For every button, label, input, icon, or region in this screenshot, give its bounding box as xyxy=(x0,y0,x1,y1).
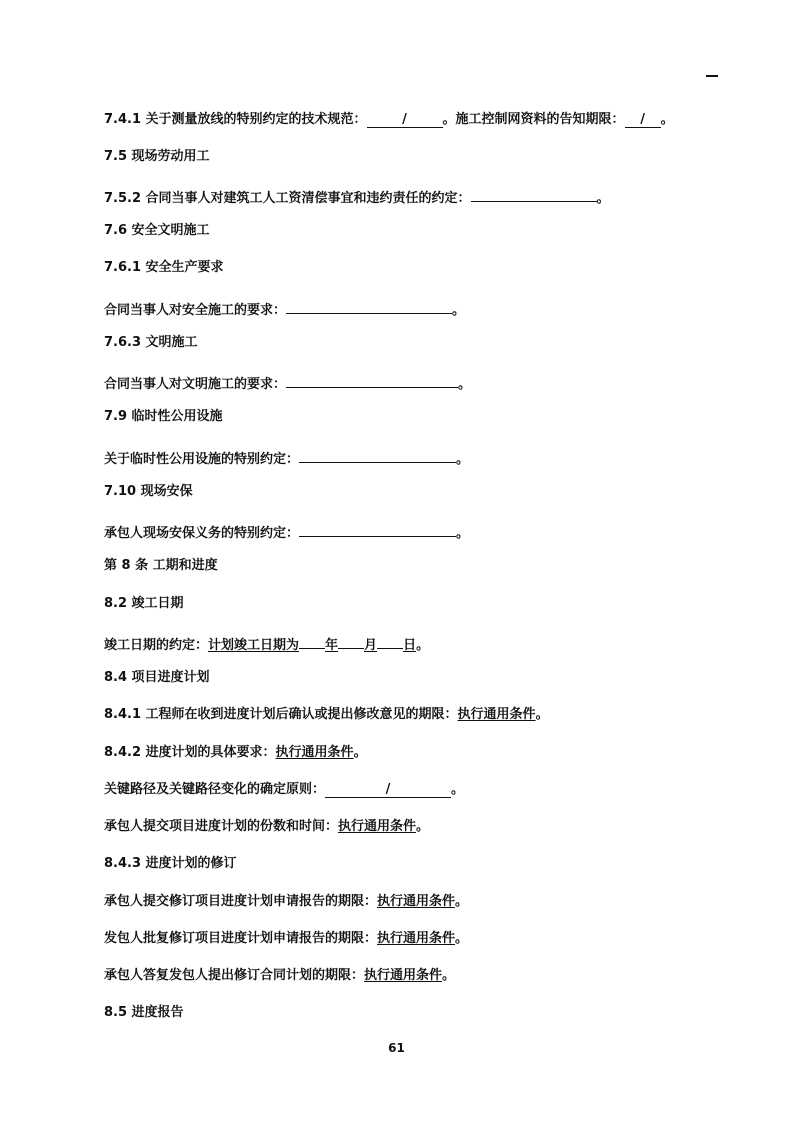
period: 。 xyxy=(458,377,472,392)
fill-blank[interactable] xyxy=(625,112,661,128)
day-blank[interactable] xyxy=(377,633,403,649)
fill-blank[interactable] xyxy=(299,447,456,463)
clause-7-4-1 xyxy=(104,112,674,128)
clause-text: 承包人提交修订项目进度计划申请报告的期限： xyxy=(104,894,378,909)
section-heading: 8.4 项目进度计划 xyxy=(104,670,210,685)
section-heading: 7.10 现场安保 xyxy=(104,484,193,499)
clause-8-4-1 xyxy=(104,707,549,723)
clause-text: 8.4.2 进度计划的具体要求： xyxy=(104,745,276,760)
clause-text: 承包人提交项目进度计划的份数和时间： xyxy=(104,819,339,834)
clause-text: 7.4.1 关于测量放线的特别约定的技术规范： xyxy=(104,112,367,127)
clause-text: 关于临时性公用设施的特别约定： xyxy=(104,452,300,467)
clause-text: 合同当事人对文明施工的要求： xyxy=(104,377,287,392)
clause-critical-path xyxy=(104,782,464,798)
period: 。 xyxy=(456,452,470,467)
clause-copies xyxy=(104,819,429,835)
clause-text: 8.4.1 工程师在收到进度计划后确认或提出修改意见的期限： xyxy=(104,707,458,722)
page-number: 61 xyxy=(388,1041,405,1055)
period: 。 xyxy=(416,638,430,653)
year-label: 年 xyxy=(325,638,339,653)
fill-blank[interactable] xyxy=(325,782,451,798)
clause-text: 。施工控制网资料的告知期限： xyxy=(442,112,625,127)
clause-text: 合同当事人对安全施工的要求： xyxy=(104,303,287,318)
section-heading: 7.6.3 文明施工 xyxy=(104,335,198,350)
clause-7-5-2 xyxy=(104,186,610,207)
clause-text: 承包人现场安保义务的特别约定： xyxy=(104,526,300,541)
underlined-value: 执行通用条件 xyxy=(364,968,443,983)
period: 。 xyxy=(442,968,456,983)
fill-blank[interactable] xyxy=(286,372,458,388)
clause-temp-facilities xyxy=(104,447,469,468)
period: 。 xyxy=(596,191,610,206)
period: 。 xyxy=(416,819,430,834)
clause-text: 承包人答复发包人提出修订合同计划的期限： xyxy=(104,968,365,983)
section-heading: 8.2 竣工日期 xyxy=(104,596,184,611)
period: 。 xyxy=(353,745,367,760)
section-heading: 8.4.3 进度计划的修订 xyxy=(104,856,237,871)
section-heading: 8.5 进度报告 xyxy=(104,1005,184,1020)
period: 。 xyxy=(452,303,466,318)
clause-8-4-2 xyxy=(104,745,367,761)
header-dash xyxy=(706,75,718,77)
clause-revision-submit xyxy=(104,894,468,910)
article-heading: 第 8 条 工期和进度 xyxy=(104,558,218,573)
clause-text: 竣工日期的约定： xyxy=(104,638,209,653)
section-heading: 7.5 现场劳动用工 xyxy=(104,149,210,164)
clause-completion-date xyxy=(104,633,429,654)
fill-blank[interactable] xyxy=(367,112,443,128)
clause-security xyxy=(104,521,469,542)
period: 。 xyxy=(535,707,549,722)
clause-text: 关键路径及关键路径变化的确定原则： xyxy=(104,782,326,797)
period: 。 xyxy=(456,526,470,541)
clause-text: 7.5.2 合同当事人对建筑工人工资清偿事宜和违约责任的约定： xyxy=(104,191,471,206)
blank-value: / xyxy=(640,112,645,127)
blank-value: / xyxy=(385,782,391,797)
clause-text: 发包人批复修订项目进度计划申请报告的期限： xyxy=(104,931,378,946)
clause-revision-reply xyxy=(104,968,455,984)
clause-revision-approve xyxy=(104,931,468,947)
underlined-value: 执行通用条件 xyxy=(377,931,456,946)
period: 。 xyxy=(455,894,469,909)
underlined-value: 执行通用条件 xyxy=(275,745,354,760)
year-blank[interactable] xyxy=(299,633,325,649)
underlined-value: 执行通用条件 xyxy=(338,819,417,834)
blank-value: / xyxy=(402,112,407,127)
period: 。 xyxy=(660,112,674,127)
period: 。 xyxy=(455,931,469,946)
month-label: 月 xyxy=(364,638,378,653)
section-heading: 7.6.1 安全生产要求 xyxy=(104,260,224,275)
fill-blank[interactable] xyxy=(471,186,597,202)
day-label: 日 xyxy=(403,638,417,653)
clause-civilized xyxy=(104,372,471,393)
section-heading: 7.6 安全文明施工 xyxy=(104,223,210,238)
period: 。 xyxy=(451,782,465,797)
underlined-value: 计划竣工日期为 xyxy=(208,638,300,653)
section-heading: 7.9 临时性公用设施 xyxy=(104,409,223,424)
underlined-value: 执行通用条件 xyxy=(377,894,456,909)
fill-blank[interactable] xyxy=(299,521,456,537)
underlined-value: 执行通用条件 xyxy=(457,707,536,722)
month-blank[interactable] xyxy=(338,633,364,649)
fill-blank[interactable] xyxy=(286,298,452,314)
clause-safety xyxy=(104,298,465,319)
